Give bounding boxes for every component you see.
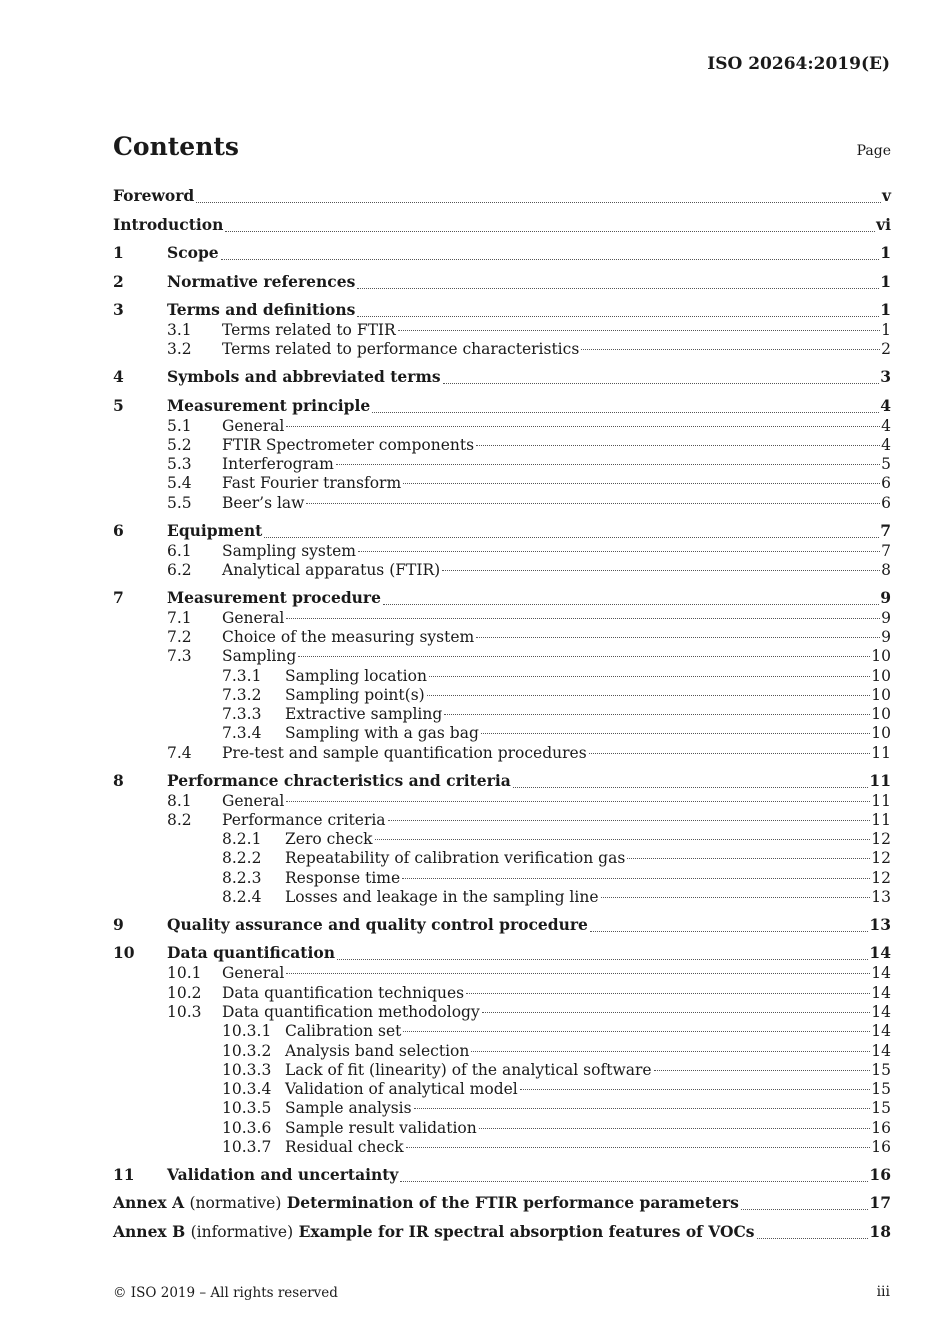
toc-entry[interactable] — [113, 417, 891, 436]
toc-entry-page: v — [881, 186, 891, 205]
toc-entry-number: 5.4 — [167, 474, 192, 493]
toc-entry-page: 10 — [871, 724, 891, 743]
toc-entry-title: Analysis band selection — [285, 1041, 470, 1060]
toc-entry-number: 7.3.1 — [222, 666, 262, 685]
toc-entry-page: 16 — [871, 1138, 891, 1156]
toc-entry-title: General — [222, 791, 285, 810]
toc-entry-title: Residual check — [285, 1138, 404, 1156]
dot-leader — [520, 1089, 871, 1090]
annex-type-note: (normative) — [189, 1194, 282, 1213]
toc-entry-page: 13 — [869, 914, 891, 934]
toc-entry-page: 9 — [880, 587, 891, 607]
toc-entry-page: 6 — [881, 493, 891, 512]
toc-entry-title: Interferogram — [222, 455, 334, 474]
toc-entry-page: 10 — [871, 666, 891, 685]
toc-entry[interactable] — [113, 513, 891, 542]
toc-entry-title: Beer’s law — [222, 493, 305, 512]
dot-leader — [286, 973, 870, 974]
toc-entry-page: 4 — [881, 416, 891, 435]
toc-entry[interactable] — [113, 494, 891, 513]
toc-entry-title: Pre-test and sample quantification procedures — [222, 743, 587, 762]
toc-entry[interactable] — [113, 436, 891, 455]
toc-entry[interactable] — [113, 628, 891, 647]
toc-entry-title: Validation and uncertainty — [167, 1164, 399, 1184]
dot-leader — [443, 383, 880, 384]
toc-entry[interactable] — [113, 580, 891, 609]
toc-entry-number: 8.2.1 — [222, 830, 262, 849]
dot-leader — [306, 503, 880, 504]
toc-entry-title: Terms and definitions — [167, 300, 356, 319]
dot-leader — [627, 858, 870, 859]
toc-entry-page: 15 — [871, 1099, 891, 1118]
toc-entry[interactable] — [113, 984, 891, 1003]
toc-entry-number: 7.3 — [167, 647, 192, 666]
toc-entry-number: 8.2.3 — [222, 868, 262, 887]
toc-entry[interactable] — [113, 936, 891, 965]
toc-entry-page: 4 — [881, 435, 891, 454]
toc-entry-page: 10 — [871, 705, 891, 724]
toc-entry-number: 10.1 — [167, 964, 202, 983]
toc-entry[interactable] — [113, 888, 891, 907]
toc-entry-title: Response time — [285, 868, 401, 887]
dot-leader — [481, 733, 870, 734]
toc-entry-title: General — [222, 416, 285, 435]
toc-entry-title: Symbols and abbreviated terms — [167, 367, 441, 387]
dot-leader — [590, 931, 869, 932]
toc-entry-title — [113, 1192, 739, 1214]
toc-entry[interactable] — [113, 388, 891, 417]
toc-entry-title: Losses and leakage in the sampling line — [285, 888, 599, 907]
toc-entry-number: 3.2 — [167, 340, 192, 359]
toc-entry-number: 7.3.4 — [222, 724, 262, 743]
toc-entry-page: 14 — [871, 1041, 891, 1060]
toc-entry-number: 9 — [113, 914, 124, 934]
toc-entry-page: 11 — [869, 770, 891, 790]
toc-entry-title: Zero check — [285, 830, 373, 849]
toc-entry[interactable] — [113, 340, 891, 359]
dot-leader — [196, 202, 881, 203]
toc-entry-title: Data quantification — [167, 943, 335, 963]
toc-entry[interactable] — [113, 705, 891, 724]
dot-leader — [398, 330, 880, 331]
toc-entry-page: 14 — [869, 943, 891, 963]
toc-entry-title: Sample analysis — [285, 1099, 412, 1118]
dot-leader — [225, 231, 875, 232]
toc-entry-number: 10 — [113, 943, 135, 963]
toc-entry-page: 16 — [871, 1118, 891, 1137]
toc-entry-page: 15 — [871, 1080, 891, 1099]
standard-identifier: ISO 20264:2019(E) — [707, 54, 890, 74]
toc-entry-page: 12 — [871, 830, 891, 849]
toc-entry-page: 10 — [871, 647, 891, 666]
dot-leader — [286, 801, 870, 802]
toc-entry-title — [113, 1221, 755, 1243]
toc-entry-page: 14 — [871, 983, 891, 1002]
dot-leader — [221, 259, 880, 260]
toc-entry-number: 5.1 — [167, 416, 192, 435]
toc-entry-title: Lack of fit (linearity) of the analytical software — [285, 1060, 652, 1079]
toc-entry-title: Sampling system — [222, 541, 356, 560]
copyright-notice: © ISO 2019 – All rights reserved — [113, 1285, 338, 1301]
dot-leader — [581, 349, 880, 350]
toc-entry[interactable] — [113, 1022, 891, 1041]
toc-entry-page: 4 — [880, 395, 891, 415]
toc-entry-number: 10.3.3 — [222, 1060, 272, 1079]
toc-entry[interactable] — [113, 293, 891, 322]
toc-entry-number: 7.2 — [167, 627, 192, 646]
toc-entry[interactable] — [113, 744, 891, 763]
toc-entry[interactable] — [113, 236, 891, 265]
toc-entry-number: 7.3.2 — [222, 685, 262, 704]
toc-entry[interactable] — [113, 647, 891, 666]
toc-entry[interactable] — [113, 667, 891, 686]
toc-entry-page: 7 — [880, 520, 891, 540]
toc-entry[interactable] — [113, 1214, 891, 1243]
toc-entry-number: 3 — [113, 300, 124, 319]
toc-entry-number: 8.1 — [167, 791, 192, 810]
dot-leader — [357, 288, 879, 289]
toc-entry-page: 10 — [871, 685, 891, 704]
toc-entry-page: vi — [876, 214, 891, 234]
toc-entry-number: 7 — [113, 587, 124, 607]
toc-entry-page: 14 — [871, 1002, 891, 1021]
toc-entry-number: 8.2.2 — [222, 849, 262, 868]
dot-leader — [286, 618, 880, 619]
toc-entry[interactable] — [113, 207, 891, 236]
annex-title: Example for IR spectral absorption features of VOCs — [298, 1221, 755, 1241]
toc-entry[interactable] — [113, 1042, 891, 1061]
toc-entry-number: 2 — [113, 271, 124, 291]
toc-entry-page: 11 — [871, 791, 891, 810]
toc-entry[interactable] — [113, 1080, 891, 1099]
toc-entry-page: 12 — [871, 849, 891, 868]
contents-header — [113, 132, 891, 164]
toc-entry-page: 6 — [881, 474, 891, 493]
dot-leader — [286, 426, 880, 427]
toc-entry-title: Measurement procedure — [167, 587, 381, 607]
toc-entry-number: 7.4 — [167, 743, 192, 762]
dot-leader — [471, 1051, 870, 1052]
toc-entry-number: 6 — [113, 520, 124, 540]
toc-entry-number: 5.3 — [167, 455, 192, 474]
toc-entry[interactable] — [113, 830, 891, 849]
toc-entry-title: Quality assurance and quality control procedure — [167, 914, 588, 934]
toc-entry-page: 16 — [869, 1164, 891, 1184]
dot-leader — [388, 820, 871, 821]
toc-entry-title: Equipment — [167, 520, 263, 540]
toc-entry[interactable] — [113, 1138, 891, 1157]
toc-entry-page: 7 — [881, 541, 891, 560]
toc-entry[interactable] — [113, 1119, 891, 1138]
toc-entry-number: 7.1 — [167, 608, 192, 627]
dot-leader — [466, 993, 870, 994]
dot-leader — [414, 1108, 871, 1109]
toc-entry-number: 7.3.3 — [222, 705, 262, 724]
toc-entry-number: 1 — [113, 243, 124, 262]
toc-entry[interactable] — [113, 1061, 891, 1080]
toc-entry-page: 14 — [871, 1022, 891, 1041]
dot-leader — [741, 1209, 869, 1210]
dot-leader — [429, 676, 870, 677]
toc-entry[interactable] — [113, 542, 891, 561]
toc-entry-page: 3 — [880, 367, 891, 387]
toc-entry-number: 10.3 — [167, 1002, 202, 1021]
toc-entry-number: 8.2.4 — [222, 888, 262, 907]
dot-leader — [264, 537, 879, 538]
dot-leader — [479, 1128, 871, 1129]
toc-entry[interactable] — [113, 869, 891, 888]
toc-entry-number: 8.2 — [167, 810, 192, 829]
toc-entry[interactable] — [113, 185, 891, 207]
toc-entry-page: 14 — [871, 964, 891, 983]
page-column-label: Page — [856, 143, 891, 159]
dot-leader — [444, 714, 870, 715]
table-of-contents — [113, 185, 891, 1243]
toc-entry-page: 1 — [880, 271, 891, 291]
dot-leader — [375, 839, 871, 840]
annex-label: Annex B — [113, 1221, 186, 1241]
toc-entry-title: Sample result validation — [285, 1118, 477, 1137]
toc-entry[interactable] — [113, 1157, 891, 1186]
toc-entry-title: Normative references — [167, 271, 356, 291]
toc-entry-title: Calibration set — [285, 1022, 402, 1041]
dot-leader — [601, 897, 871, 898]
dot-leader — [336, 464, 880, 465]
toc-entry-number: 10.2 — [167, 983, 202, 1002]
dot-leader — [357, 316, 879, 317]
toc-entry-title: Sampling with a gas bag — [285, 724, 479, 743]
toc-entry-title: FTIR Spectrometer components — [222, 435, 475, 454]
toc-entry-number: 6.1 — [167, 541, 192, 560]
toc-entry[interactable] — [113, 1186, 891, 1215]
toc-entry-title: Foreword — [113, 186, 195, 205]
toc-entry-page: 2 — [881, 340, 891, 359]
dot-leader — [358, 551, 880, 552]
toc-entry-title: Introduction — [113, 214, 224, 234]
toc-entry-title: Sampling location — [285, 666, 427, 685]
toc-entry-page: 12 — [871, 868, 891, 887]
toc-entry[interactable] — [113, 455, 891, 474]
annex-type-note: (informative) — [190, 1222, 294, 1241]
toc-entry-number: 11 — [113, 1164, 135, 1184]
toc-entry[interactable] — [113, 264, 891, 293]
toc-entry-page: 15 — [871, 1060, 891, 1079]
dot-leader — [337, 959, 868, 960]
dot-leader — [427, 695, 871, 696]
toc-entry-number: 5 — [113, 395, 124, 415]
toc-entry-title: Terms related to performance characteristics — [222, 340, 580, 359]
toc-entry-title: Performance criteria — [222, 810, 386, 829]
toc-entry-number: 10.3.2 — [222, 1041, 272, 1060]
toc-entry-title: Performance chracteristics and criteria — [167, 770, 511, 790]
toc-entry-page: 13 — [871, 888, 891, 907]
dot-leader — [403, 1031, 870, 1032]
toc-entry[interactable] — [113, 1003, 891, 1022]
annex-label: Annex A — [113, 1193, 185, 1213]
toc-entry-page: 18 — [869, 1221, 891, 1241]
toc-entry[interactable] — [113, 321, 891, 340]
toc-entry-title: Analytical apparatus (FTIR) — [222, 560, 441, 579]
toc-entry[interactable] — [113, 907, 891, 936]
dot-leader — [406, 1147, 871, 1148]
toc-entry[interactable] — [113, 964, 891, 983]
toc-entry-number: 5.2 — [167, 435, 192, 454]
toc-entry-title: Choice of the measuring system — [222, 627, 475, 646]
toc-entry-page: 11 — [871, 810, 891, 829]
toc-entry-number: 10.3.1 — [222, 1022, 272, 1041]
toc-entry-number: 10.3.5 — [222, 1099, 272, 1118]
toc-entry-title: Sampling — [222, 647, 297, 666]
dot-leader — [383, 604, 879, 605]
toc-entry-page: 11 — [871, 743, 891, 762]
toc-entry-title: Extractive sampling — [285, 705, 443, 724]
toc-entry[interactable] — [113, 1099, 891, 1118]
dot-leader — [400, 1181, 868, 1182]
toc-entry[interactable] — [113, 811, 891, 830]
dot-leader — [402, 878, 870, 879]
toc-entry-page: 1 — [880, 300, 891, 319]
toc-entry-title: Data quantification techniques — [222, 983, 465, 1002]
dot-leader — [442, 570, 880, 571]
toc-entry-number: 10.3.7 — [222, 1138, 272, 1156]
dot-leader — [298, 656, 870, 657]
dot-leader — [476, 445, 880, 446]
toc-entry-title: Validation of analytical model — [285, 1080, 518, 1099]
toc-entry-page: 5 — [881, 455, 891, 474]
toc-entry[interactable] — [113, 724, 891, 743]
annex-title: Determination of the FTIR performance parameters — [286, 1193, 739, 1213]
toc-entry[interactable] — [113, 849, 891, 868]
toc-entry-number: 3.1 — [167, 321, 192, 339]
toc-entry-page: 9 — [881, 627, 891, 646]
toc-entry-title: Terms related to FTIR — [222, 321, 396, 339]
toc-entry[interactable] — [113, 609, 891, 628]
dot-leader — [372, 412, 879, 413]
dot-leader — [589, 753, 871, 754]
toc-entry-number: 5.5 — [167, 493, 192, 512]
toc-entry[interactable] — [113, 763, 891, 792]
dot-leader — [476, 637, 880, 638]
dot-leader — [513, 787, 869, 788]
toc-entry[interactable] — [113, 561, 891, 580]
toc-entry-title: General — [222, 608, 285, 627]
toc-entry-page: 1 — [880, 243, 891, 262]
toc-entry-page: 9 — [881, 608, 891, 627]
toc-entry-page: 8 — [881, 560, 891, 579]
toc-entry-page: 17 — [869, 1193, 891, 1213]
toc-entry-title: Measurement principle — [167, 395, 371, 415]
toc-entry-title: Data quantification methodology — [222, 1002, 480, 1021]
toc-entry-page: 1 — [881, 321, 891, 339]
toc-entry-number: 10.3.4 — [222, 1080, 272, 1099]
toc-entry[interactable] — [113, 686, 891, 705]
toc-entry[interactable] — [113, 474, 891, 493]
toc-entry-title: Repeatability of calibration verification gas — [285, 849, 626, 868]
toc-entry-number: 6.2 — [167, 560, 192, 579]
toc-entry[interactable] — [113, 792, 891, 811]
toc-entry-title: Scope — [167, 243, 219, 262]
dot-leader — [654, 1070, 871, 1071]
toc-entry-number: 8 — [113, 770, 124, 790]
toc-entry-number: 4 — [113, 367, 124, 387]
toc-entry-number: 10.3.6 — [222, 1118, 272, 1137]
page-title: Contents — [113, 132, 240, 161]
dot-leader — [403, 483, 880, 484]
dot-leader — [757, 1238, 869, 1239]
dot-leader — [482, 1012, 871, 1013]
toc-entry-title: Sampling point(s) — [285, 685, 425, 704]
toc-entry[interactable] — [113, 360, 891, 389]
page-number: iii — [876, 1284, 890, 1300]
toc-entry-title: General — [222, 964, 285, 983]
toc-entry-title: Fast Fourier transform — [222, 474, 402, 493]
